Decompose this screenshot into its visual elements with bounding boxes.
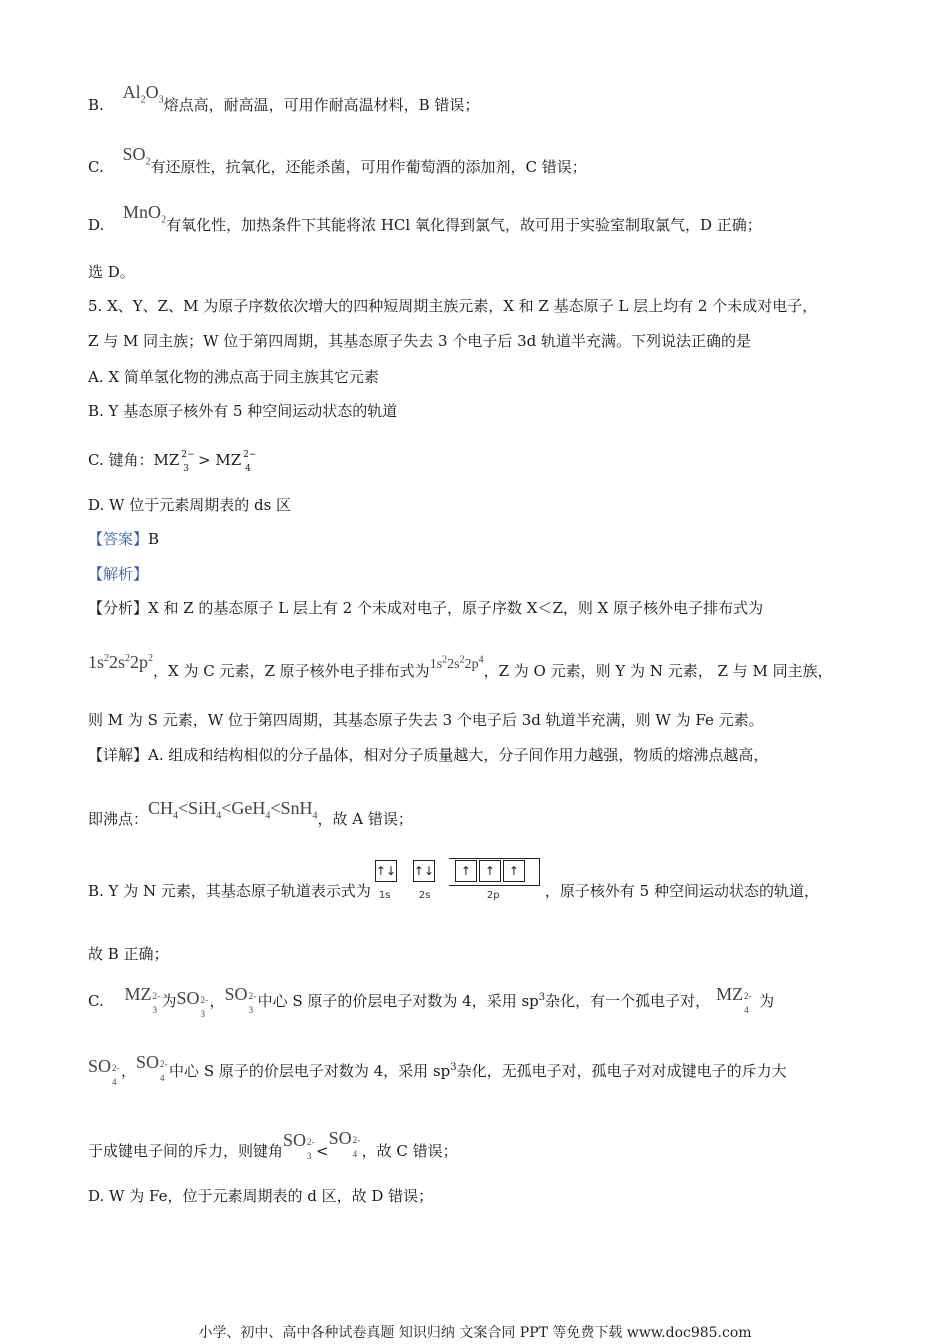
- option-b-explanation: B. $Al_2O_3$熔点高，耐高温，可用作耐高温材料，B 错误；: [88, 82, 480, 114]
- detail-line-5: C. MZ 2- 3 为SO 2- 3 ，SO 2- 3 中心 S 原子的价层电子对数为 4，采用 $sp^3$杂化，有一个孤电子对， MZ 2- 4 为: [88, 984, 775, 1019]
- electron-config-x: $1s^22s^22p^2$: [88, 652, 154, 672]
- formula-so2: $SO_2$: [122, 144, 151, 168]
- choose-answer: 选 D。: [88, 263, 135, 281]
- formula-mz3: MZ 2- 3: [124, 984, 160, 1015]
- formula-so4-b: SO 2- 4: [136, 1052, 168, 1083]
- option-b: B. Y 基态原子核外有 5 种空间运动状态的轨道: [88, 402, 398, 420]
- answer-line: 【答案】B: [88, 530, 160, 548]
- orbital-box-2p-2: ↑: [479, 860, 501, 882]
- orbital-box-2p-1: ↑: [455, 860, 477, 882]
- electron-config-z: $1s^22s^22p^4$: [429, 654, 484, 672]
- orbital-box-2p-3: ↑: [503, 860, 525, 882]
- footer-ad: 小学、初中、高中各种试卷真题 知识归纳 文案合同 PPT 等免费下载 www.doc985.com: [198, 1325, 752, 1341]
- analysis-line-3: 则 M 为 S 元素，W 位于第四周期，其基态原子失去 3 个电子后 3d 轨道半充满，则 W 为 Fe 元素。: [88, 711, 764, 729]
- analysis-line-1: 【分析】X 和 Z 的基态原子 L 层上有 2 个未成对电子，原子序数 X＜Z，则 X 原子核外电子排布式为: [88, 599, 764, 617]
- detail-line-4: 故 B 正确；: [88, 945, 169, 963]
- analysis-heading: 【解析】: [88, 565, 149, 583]
- option-d-explanation: D. MnO$_2$有氧化性，加热条件下其能将浓 HCl 氧化得到氯气，故可用于实验室制取氯气，D 正确；: [88, 202, 762, 234]
- option-d: D. W 位于元素周期表的 ds 区: [88, 496, 292, 514]
- orbital-box-1s: ↑↓: [375, 860, 397, 882]
- detail-line-7: 于成键电子间的斥力，则键角SO 2- 3 <SO 2- 4 ，故 C 错误；: [88, 1128, 458, 1161]
- option-c-explanation: C. $SO_2$有还原性，抗氧化，还能杀菌，可用作葡萄酒的添加剂，C 错误；: [88, 144, 587, 176]
- detail-line-3: B. Y 为 N 元素，其基态原子轨道表示式为 ↑↓ ↑↓ ↑ ↑ ↑ 1s 2s 2p ，原子核外有 5 种空间运动状态的轨道，: [88, 872, 819, 912]
- question-stem-line-2: Z 与 M 同主族；W 位于第四周期，其基态原子失去 3 个电子后 3d 轨道半充满。下列说法正确的是: [88, 332, 752, 350]
- formula-so3-c: SO 2- 3: [283, 1130, 315, 1161]
- detail-line-6: SO 2- 4 ，SO 2- 4 中心 S 原子的价层电子对数为 4，采用 $sp^3$杂化，无孤电子对，孤电子对对成键电子的斥力大: [88, 1052, 787, 1087]
- formula-so3-b: SO 2- 3: [224, 984, 257, 1015]
- orbital-diagram: ↑↓ ↑↓ ↑ ↑ ↑ 1s 2s 2p: [375, 860, 541, 900]
- option-c: C. 键角：MZ 2− 3 > MZ 2− 4: [88, 450, 257, 474]
- formula-so4-c: SO 2- 4: [328, 1128, 361, 1159]
- formula-mno2: MnO$_2$: [123, 202, 167, 226]
- formula-so3: SO 2- 3: [176, 988, 209, 1019]
- detail-line-8: D. W 为 Fe，位于元素周期表的 d 区，故 D 错误；: [88, 1187, 434, 1205]
- formula-hydrides: $CH_4<SiH_4<GeH_4<SnH_4$: [148, 798, 318, 822]
- analysis-line-2: $1s^22s^22p^2$，X 为 C 元素，Z 原子核外电子排布式为$1s^22s^22p^4$，Z 为 O 元素，则 Y 为 N 元素， Z 与 M 同主族，: [88, 652, 833, 680]
- option-a: A. X 简单氢化物的沸点高于同主族其它元素: [88, 368, 379, 386]
- formula-al2o3: $Al_2O_3$: [122, 82, 164, 106]
- formula-so4-a: SO 2- 4: [88, 1056, 120, 1087]
- question-stem-line-1: 5. X、Y、Z、M 为原子序数依次增大的四种短周期主族元素，X 和 Z 基态原子 L 层上均有 2 个未成对电子，: [88, 297, 818, 315]
- detail-line-1: 【详解】A. 组成和结构相似的分子晶体，相对分子质量越大，分子间作用力越强，物质的熔沸点越高，: [88, 746, 769, 764]
- formula-mz4: MZ 2- 4: [716, 984, 752, 1015]
- detail-line-2: 即沸点：$CH_4<SiH_4<GeH_4<SnH_4$，故 A 错误；: [88, 798, 413, 828]
- orbital-box-2s: ↑↓: [413, 860, 435, 882]
